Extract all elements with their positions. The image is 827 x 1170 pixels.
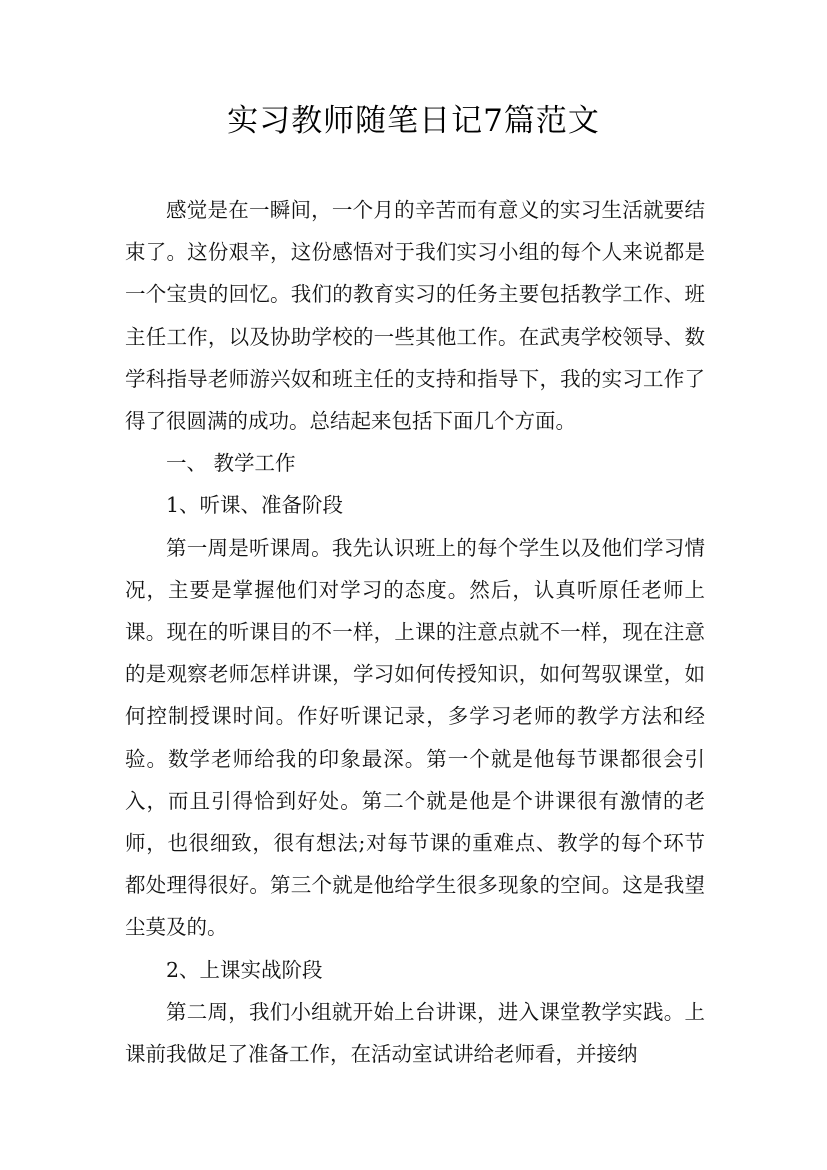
section-heading-teaching-work: 一、 教学工作 — [166, 451, 296, 476]
paragraph-first-week: 第一周是听课周。我先认识班上的每个学生以及他们学习情况，主要是掌握他们对学习的态度。然后，认真听原任老师上课。现在的听课目的不一样，上课的注意点就不一样，现在注意的是观察老师怎样讲课，学习如何传授知识，如何驾驭课堂，如何控制授课时间。作好听课记录，多学习老师的教学方法和经验。数学老师给我的印象最深。第一个就是他每节课都很会引入，而且引得恰到好处。第二个就是他是个讲课很有激情的老师，也很细致，很有想法;对每节课的重难点、教学的每个环节都处理得很好。第三个就是他给学生很多现象的空间。这是我望尘莫及的。 — [125, 535, 705, 940]
document-title: 实习教师随笔日记7篇范文 — [227, 103, 600, 139]
paragraph-second-week: 第二周，我们小组就开始上台讲课，进入课堂教学实践。上课前我做足了准备工作，在活动室试讲给老师看，并接纳 — [125, 999, 705, 1067]
subsection-heading-teaching-practice: 2、上课实战阶段 — [166, 957, 323, 982]
document-body — [125, 189, 705, 1075]
paragraph-intro: 感觉是在一瞬间，一个月的辛苦而有意义的实习生活就要结束了。这份艰辛，这份感悟对于我们实习小组的每个人来说都是一个宝贵的回忆。我们的教育实习的任务主要包括教学工作、班主任工作，以及协助学校的一些其他工作。在武夷学校领导、数学科指导老师游兴奴和班主任的支持和指导下，我的实习工作了得了很圆满的成功。总结起来包括下面几个方面。 — [125, 198, 705, 434]
subsection-heading-listening-preparation: 1、听课、准备阶段 — [166, 493, 344, 518]
